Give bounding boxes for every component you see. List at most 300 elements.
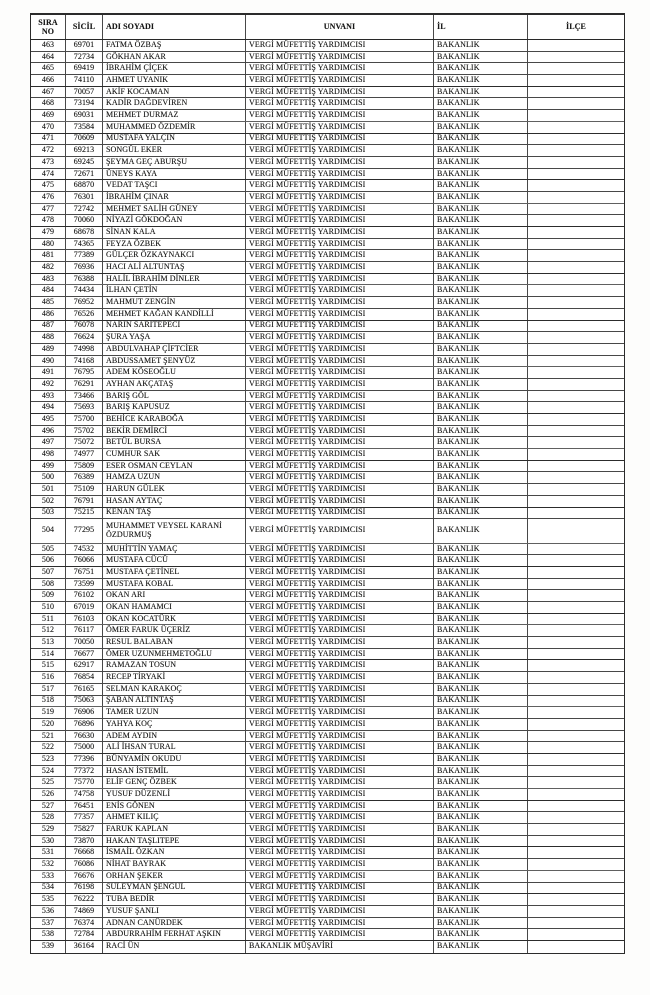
cell-sicil: 75770 [66,777,103,788]
cell-il: BAKANLIK [434,812,528,823]
cell-sira-no: 465 [31,63,66,74]
cell-sicil: 73870 [66,836,103,847]
cell-ilce [528,649,624,660]
cell-il: BAKANLIK [434,309,528,320]
cell-sicil: 74110 [66,75,103,86]
cell-il: BAKANLIK [434,321,528,332]
table-row [31,297,624,309]
cell-sicil: 72734 [66,52,103,63]
cell-unvani: VERGİ MÜFETTİŞ YARDIMCISI [246,402,434,413]
cell-ilce [528,496,624,507]
cell-unvani: VERGİ MÜFETTİŞ YARDIMCISI [246,367,434,378]
cell-sira-no: 492 [31,379,66,390]
cell-il: BAKANLIK [434,590,528,601]
table-row [31,63,624,75]
cell-sicil: 69213 [66,145,103,156]
cell-unvani: VERGİ MÜFETTİŞ YARDIMCISI [246,836,434,847]
cell-il: BAKANLIK [434,649,528,660]
cell-sira-no: 499 [31,461,66,472]
table-row [31,98,624,110]
cell-sicil: 75809 [66,461,103,472]
cell-unvani: VERGİ MÜFETTİŞ YARDIMCISI [246,731,434,742]
cell-ilce [528,696,624,707]
cell-ilce [528,134,624,145]
cell-sira-no: 513 [31,637,66,648]
cell-sicil: 76668 [66,847,103,858]
cell-unvani: VERGİ MÜFETTİŞ YARDIMCISI [246,356,434,367]
cell-sira-no: 535 [31,894,66,905]
cell-ilce [528,836,624,847]
cell-il: BAKANLIK [434,777,528,788]
cell-unvani: VERGİ MÜFETTİŞ YARDIMCISI [246,637,434,648]
cell-sicil: 77372 [66,766,103,777]
cell-il: BAKANLIK [434,754,528,765]
cell-sira-no: 468 [31,98,66,109]
cell-sicil: 75072 [66,437,103,448]
cell-sira-no: 482 [31,262,66,273]
cell-sicil: 74168 [66,356,103,367]
table-row [31,567,624,579]
cell-ilce [528,367,624,378]
cell-sira-no: 526 [31,789,66,800]
cell-il: BAKANLIK [434,285,528,296]
cell-sira-no: 484 [31,285,66,296]
cell-adi-soyadi: SÜLEYMAN ŞENGÜL [103,883,246,894]
cell-sira-no: 493 [31,391,66,402]
cell-adi-soyadi: ÜNEYS KAYA [103,169,246,180]
cell-unvani: VERGİ MÜFETTİŞ YARDIMCISI [246,461,434,472]
cell-adi-soyadi: KENAN TAŞ [103,508,246,519]
cell-unvani: VERGİ MÜFETTİŞ YARDIMCISI [246,63,434,74]
cell-il: BAKANLIK [434,672,528,683]
cell-ilce [528,356,624,367]
cell-unvani: VERGİ MÜFETTİŞ YARDIMCISI [246,660,434,671]
cell-adi-soyadi: İLHAN ÇETİN [103,285,246,296]
cell-adi-soyadi: MEHMET DURMAZ [103,110,246,121]
cell-sicil: 73194 [66,98,103,109]
table-row [31,437,624,449]
cell-unvani: VERGİ MÜFETTİŞ YARDIMCISI [246,567,434,578]
cell-il: BAKANLIK [434,894,528,905]
cell-unvani: VERGİ MÜFETTİŞ YARDIMCISI [246,391,434,402]
cell-il: BAKANLIK [434,215,528,226]
cell-sicil: 77295 [66,519,103,542]
cell-sira-no: 464 [31,52,66,63]
table-row [31,180,624,192]
table-row [31,836,624,848]
cell-adi-soyadi: İBRAHİM ÇINAR [103,192,246,203]
cell-il: BAKANLIK [434,941,528,953]
cell-unvani: VERGİ MÜFETTİŞ YARDIMCISI [246,52,434,63]
table-row [31,883,624,895]
cell-ilce [528,660,624,671]
cell-sicil: 77389 [66,250,103,261]
cell-sicil: 76388 [66,274,103,285]
cell-ilce [528,684,624,695]
table-row [31,590,624,602]
table-row [31,754,624,766]
cell-sicil: 69245 [66,157,103,168]
cell-il: BAKANLIK [434,274,528,285]
cell-il: BAKANLIK [434,297,528,308]
cell-sira-no: 477 [31,204,66,215]
cell-adi-soyadi: FARUK KAPLAN [103,824,246,835]
cell-unvani: VERGİ MÜFETTİŞ YARDIMCISI [246,696,434,707]
cell-il: BAKANLIK [434,918,528,929]
cell-sira-no: 537 [31,918,66,929]
cell-ilce [528,180,624,191]
cell-sicil: 76222 [66,894,103,905]
cell-sira-no: 485 [31,297,66,308]
cell-il: BAKANLIK [434,602,528,613]
cell-il: BAKANLIK [434,929,528,940]
cell-sira-no: 517 [31,684,66,695]
cell-ilce [528,391,624,402]
cell-sira-no: 481 [31,250,66,261]
cell-adi-soyadi: ABDUSSAMET ŞENYÜZ [103,356,246,367]
table-row [31,87,624,99]
cell-unvani: VERGİ MÜFETTİŞ YARDIMCISI [246,484,434,495]
cell-ilce [528,824,624,835]
cell-adi-soyadi: MUSTAFA KOBAL [103,579,246,590]
personnel-table [30,13,625,954]
table-row [31,579,624,591]
cell-unvani: VERGİ MÜFETTİŞ YARDIMCISI [246,918,434,929]
table-row [31,649,624,661]
table-row [31,731,624,743]
cell-ilce [528,719,624,730]
cell-ilce [528,847,624,858]
cell-adi-soyadi: ADNAN CANÜRDEK [103,918,246,929]
cell-unvani: VERGİ MÜFETTİŞ YARDIMCISI [246,684,434,695]
cell-il: BAKANLIK [434,801,528,812]
cell-unvani: VERGİ MÜFETTİŞ YARDIMCISI [246,625,434,636]
cell-unvani: VERGİ MÜFETTİŞ YARDIMCISI [246,766,434,777]
table-row [31,169,624,181]
cell-adi-soyadi: YUSUF DÜZENLİ [103,789,246,800]
cell-ilce [528,941,624,953]
table-row [31,344,624,356]
cell-sicil: 76301 [66,192,103,203]
cell-sira-no: 515 [31,660,66,671]
cell-il: BAKANLIK [434,824,528,835]
cell-sicil: 77396 [66,754,103,765]
cell-adi-soyadi: ŞABAN ALTINTAŞ [103,696,246,707]
cell-il: BAKANLIK [434,239,528,250]
cell-il: BAKANLIK [434,766,528,777]
cell-ilce [528,110,624,121]
table-row [31,871,624,883]
cell-il: BAKANLIK [434,262,528,273]
cell-il: BAKANLIK [434,883,528,894]
table-row [31,859,624,871]
cell-il: BAKANLIK [434,414,528,425]
cell-sira-no: 486 [31,309,66,320]
cell-unvani: VERGİ MÜFETTİŞ YARDIMCISI [246,789,434,800]
cell-sicil: 76896 [66,719,103,730]
cell-adi-soyadi: RACİ ÜN [103,941,246,953]
cell-ilce [528,437,624,448]
cell-adi-soyadi: HAKAN TAŞLITEPE [103,836,246,847]
cell-adi-soyadi: ELİF GENÇ ÖZBEK [103,777,246,788]
cell-sicil: 76086 [66,859,103,870]
cell-il: BAKANLIK [434,52,528,63]
cell-il: BAKANLIK [434,332,528,343]
cell-adi-soyadi: YAHYA KOÇ [103,719,246,730]
cell-il: BAKANLIK [434,472,528,483]
cell-sicil: 76624 [66,332,103,343]
table-row [31,660,624,672]
cell-sira-no: 467 [31,87,66,98]
cell-ilce [528,906,624,917]
cell-il: BAKANLIK [434,122,528,133]
cell-unvani: VERGİ MÜFETTİŞ YARDIMCISI [246,847,434,858]
table-row [31,204,624,216]
table-row [31,426,624,438]
cell-sira-no: 494 [31,402,66,413]
cell-unvani: VERGİ MÜFETTİŞ YARDIMCISI [246,122,434,133]
cell-sicil: 62917 [66,660,103,671]
cell-unvani: VERGİ MÜFETTİŞ YARDIMCISI [246,297,434,308]
cell-sira-no: 503 [31,508,66,519]
cell-sicil: 69701 [66,40,103,51]
cell-sira-no: 476 [31,192,66,203]
cell-unvani: VERGİ MÜFETTİŞ YARDIMCISI [246,508,434,519]
cell-sira-no: 514 [31,649,66,660]
cell-ilce [528,707,624,718]
cell-adi-soyadi: TAMER UZUN [103,707,246,718]
cell-adi-soyadi: BARIŞ GÖL [103,391,246,402]
cell-sicil: 68870 [66,180,103,191]
cell-adi-soyadi: HAMZA UZUN [103,472,246,483]
cell-adi-soyadi: BETÜL BURSA [103,437,246,448]
cell-adi-soyadi: AYHAN AKÇATAŞ [103,379,246,390]
cell-ilce [528,239,624,250]
table-row [31,519,624,543]
cell-ilce [528,883,624,894]
cell-sira-no: 531 [31,847,66,858]
cell-sicil: 70060 [66,215,103,226]
cell-sicil: 76103 [66,614,103,625]
cell-sira-no: 502 [31,496,66,507]
cell-il: BAKANLIK [434,508,528,519]
cell-adi-soyadi: NARİN SARITEPECİ [103,321,246,332]
table-row [31,637,624,649]
cell-sira-no: 511 [31,614,66,625]
cell-unvani: VERGİ MÜFETTİŞ YARDIMCISI [246,894,434,905]
cell-il: BAKANLIK [434,356,528,367]
cell-ilce [528,145,624,156]
table-row [31,789,624,801]
cell-sira-no: 507 [31,567,66,578]
cell-sicil: 73466 [66,391,103,402]
cell-ilce [528,579,624,590]
cell-sicil: 69419 [66,63,103,74]
cell-adi-soyadi: ŞEYMA GEÇ ABURŞU [103,157,246,168]
cell-il: BAKANLIK [434,660,528,671]
cell-il: BAKANLIK [434,461,528,472]
cell-adi-soyadi: RESUL BALABAN [103,637,246,648]
cell-sicil: 76291 [66,379,103,390]
table-row [31,332,624,344]
table-row [31,777,624,789]
table-row [31,134,624,146]
cell-adi-soyadi: MUSTAFA YALÇIN [103,134,246,145]
cell-ilce [528,402,624,413]
cell-sira-no: 527 [31,801,66,812]
cell-sira-no: 501 [31,484,66,495]
cell-sira-no: 504 [31,519,66,542]
cell-sicil: 75063 [66,696,103,707]
cell-il: BAKANLIK [434,496,528,507]
cell-il: BAKANLIK [434,180,528,191]
cell-ilce [528,742,624,753]
table-row [31,496,624,508]
cell-unvani: VERGİ MÜFETTİŞ YARDIMCISI [246,321,434,332]
cell-sicil: 76795 [66,367,103,378]
cell-ilce [528,414,624,425]
table-row [31,742,624,754]
cell-adi-soyadi: OKAN KOCATÜRK [103,614,246,625]
cell-ilce [528,87,624,98]
cell-sicil: 72742 [66,204,103,215]
cell-ilce [528,122,624,133]
cell-il: BAKANLIK [434,367,528,378]
cell-ilce [528,625,624,636]
cell-sicil: 73599 [66,579,103,590]
cell-sicil: 76630 [66,731,103,742]
cell-il: BAKANLIK [434,63,528,74]
table-row [31,508,624,520]
cell-unvani: VERGİ MÜFETTİŞ YARDIMCISI [246,180,434,191]
cell-il: BAKANLIK [434,87,528,98]
cell-adi-soyadi: MAHMUT ZENGİN [103,297,246,308]
cell-ilce [528,321,624,332]
cell-ilce [528,789,624,800]
table-row [31,285,624,297]
cell-adi-soyadi: KADİR DAĞDEVİREN [103,98,246,109]
cell-sira-no: 472 [31,145,66,156]
cell-sira-no: 506 [31,555,66,566]
cell-unvani: VERGİ MÜFETTİŞ YARDIMCISI [246,239,434,250]
cell-sira-no: 529 [31,824,66,835]
cell-unvani: VERGİ MÜFETTİŞ YARDIMCISI [246,519,434,542]
cell-sira-no: 534 [31,883,66,894]
cell-unvani: VERGİ MÜFETTİŞ YARDIMCISI [246,801,434,812]
cell-unvani: VERGİ MÜFETTİŞ YARDIMCISI [246,719,434,730]
cell-sicil: 76751 [66,567,103,578]
cell-il: BAKANLIK [434,544,528,555]
cell-sicil: 75215 [66,508,103,519]
cell-sira-no: 539 [31,941,66,953]
cell-sira-no: 512 [31,625,66,636]
cell-sicil: 76791 [66,496,103,507]
cell-ilce [528,859,624,870]
cell-il: BAKANLIK [434,250,528,261]
cell-unvani: VERGİ MÜFETTİŞ YARDIMCISI [246,614,434,625]
cell-adi-soyadi: ORHAN ŞEKER [103,871,246,882]
cell-il: BAKANLIK [434,871,528,882]
cell-sira-no: 471 [31,134,66,145]
table-row [31,52,624,64]
cell-sicil: 76078 [66,321,103,332]
cell-ilce [528,274,624,285]
cell-ilce [528,262,624,273]
table-row [31,449,624,461]
cell-unvani: VERGİ MÜFETTİŞ YARDIMCISI [246,754,434,765]
cell-unvani: VERGİ MÜFETTİŞ YARDIMCISI [246,227,434,238]
cell-sicil: 76165 [66,684,103,695]
cell-il: BAKANLIK [434,707,528,718]
cell-adi-soyadi: GÜLÇER ÖZKAYNAKCI [103,250,246,261]
cell-unvani: BAKANLIK MÜŞAVİRİ [246,941,434,953]
cell-sira-no: 473 [31,157,66,168]
cell-adi-soyadi: OKAN HAMAMCI [103,602,246,613]
cell-sicil: 70057 [66,87,103,98]
cell-sicil: 75702 [66,426,103,437]
cell-ilce [528,672,624,683]
cell-sicil: 67019 [66,602,103,613]
cell-adi-soyadi: MUHİTTİN YAMAÇ [103,544,246,555]
cell-sicil: 75000 [66,742,103,753]
cell-sicil: 76374 [66,918,103,929]
cell-sicil: 76676 [66,871,103,882]
cell-sira-no: 532 [31,859,66,870]
cell-adi-soyadi: NİHAT BAYRAK [103,859,246,870]
cell-il: BAKANLIK [434,449,528,460]
cell-unvani: VERGİ MÜFETTİŞ YARDIMCISI [246,472,434,483]
cell-il: BAKANLIK [434,742,528,753]
cell-il: BAKANLIK [434,98,528,109]
cell-unvani: VERGİ MÜFETTİŞ YARDIMCISI [246,555,434,566]
cell-adi-soyadi: BARIŞ KAPUSUZ [103,402,246,413]
cell-unvani: VERGİ MÜFETTİŞ YARDIMCISI [246,496,434,507]
cell-ilce [528,918,624,929]
cell-ilce [528,63,624,74]
cell-sicil: 74869 [66,906,103,917]
cell-ilce [528,472,624,483]
cell-sira-no: 518 [31,696,66,707]
cell-il: BAKANLIK [434,204,528,215]
column-header-adi-soyadi: ADI SOYADI [103,15,246,39]
cell-il: BAKANLIK [434,157,528,168]
table-header-row [31,15,624,40]
cell-adi-soyadi: FATMA ÖZBAŞ [103,40,246,51]
cell-il: BAKANLIK [434,40,528,51]
cell-il: BAKANLIK [434,437,528,448]
cell-sira-no: 489 [31,344,66,355]
cell-ilce [528,929,624,940]
cell-sira-no: 487 [31,321,66,332]
table-row [31,321,624,333]
table-row [31,707,624,719]
cell-sira-no: 530 [31,836,66,847]
cell-unvani: VERGİ MÜFETTİŞ YARDIMCISI [246,672,434,683]
table-row [31,847,624,859]
cell-adi-soyadi: GÖKHAN AKAR [103,52,246,63]
cell-adi-soyadi: MUHAMMED ÖZDEMİR [103,122,246,133]
cell-unvani: VERGİ MÜFETTİŞ YARDIMCISI [246,309,434,320]
cell-sicil: 76102 [66,590,103,601]
cell-sicil: 73584 [66,122,103,133]
cell-adi-soyadi: ADEM AYDIN [103,731,246,742]
cell-adi-soyadi: HASAN İSTEMİL [103,766,246,777]
table-row [31,544,624,556]
cell-adi-soyadi: ADEM KÖSEOĞLU [103,367,246,378]
cell-adi-soyadi: MEHMET SALİH GÜNEY [103,204,246,215]
table-row [31,801,624,813]
cell-sicil: 75693 [66,402,103,413]
